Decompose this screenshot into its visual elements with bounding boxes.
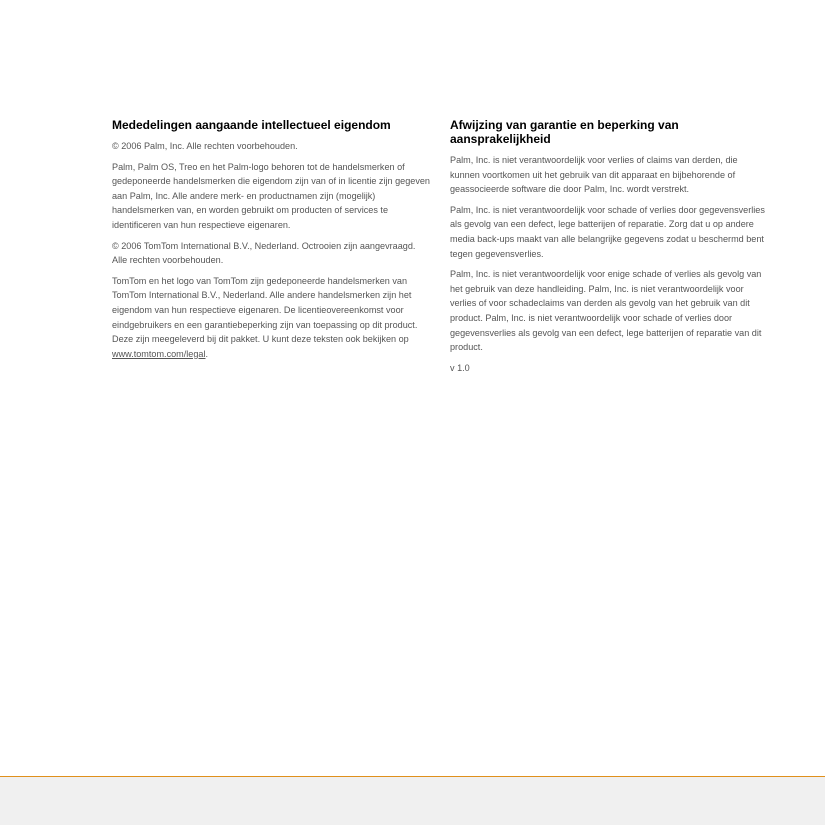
footer-band [0,777,825,825]
warranty-disclaimer-section [450,118,766,381]
tomtom-legal-link[interactable]: www.tomtom.com/legal [112,348,206,359]
version-label: v 1.0 [450,362,470,373]
trademark-tomtom-text: TomTom en het logo van TomTom zijn gedeponeerde handelsmerken van TomTom International B.V., Nederland. Alle andere handelsmerken zijn het eigendom van hun respectieve eigenaren. De licentieovereenkomst voor eindgebruikers en een garantiebeperking zijn van toepassing op dit product. Deze zijn meegeleverd bij dit pakket. U kunt deze teksten ook bekijken op [112,275,418,345]
copyright-palm: © 2006 Palm, Inc. Alle rechten voorbehouden. [112,141,298,151]
link-suffix: . [205,348,209,359]
intellectual-property-section [112,118,432,367]
trademark-tomtom-paragraph [112,274,432,362]
disclaimer-paragraph-3: Palm, Inc. is niet verantwoordelijk voor enige schade of verlies als gevolg van het gebruik van deze handleiding. Palm, Inc. is niet verantwoordelijk voor verlies of voor schadeclaims van derden als gevolg van het gebruik van dit product. Palm, Inc. is niet verantwoordelijk voor schade of verlies door gegevensverlies als gevolg van een defect, lege batterijen of reparatie van dit product. [450,269,762,353]
section-heading-intellectual-property: Mededelingen aangaande intellectueel eigendom [112,118,391,132]
disclaimer-paragraph-1: Palm, Inc. is niet verantwoordelijk voor verlies of claims van derden, die kunnen voortkomen uit het gebruik van dit apparaat en bijbehorende of geassocieerde software die door Palm, Inc. wordt verstrekt. [450,155,738,195]
copyright-tomtom: © 2006 TomTom International B.V., Nederland. Octrooien zijn aangevraagd. Alle rechten voorbehouden. [112,240,416,266]
trademark-palm-paragraph: Palm, Palm OS, Treo en het Palm-logo behoren tot de handelsmerken of gedeponeerde handelsmerken die eigendom zijn van of in licentie zijn gegeven aan Palm, Inc. Alle andere merk- en productnamen zijn (mogelijk) handelsmerken van, en worden gebruikt om producten of services te identificeren van hun respectieve eigenaren. [112,161,430,230]
disclaimer-paragraph-2: Palm, Inc. is niet verantwoordelijk voor schade of verlies door gegevensverlies als gevolg van een defect, lege batterijen of reparatie. Zorg dat u op andere media back-ups maakt van alle belangrijke gegevens zodat u beschermd bent tegen gegevensverlies. [450,204,765,259]
section-heading-warranty-disclaimer: Afwijzing van garantie en beperking van aansprakelijkheid [450,118,679,146]
